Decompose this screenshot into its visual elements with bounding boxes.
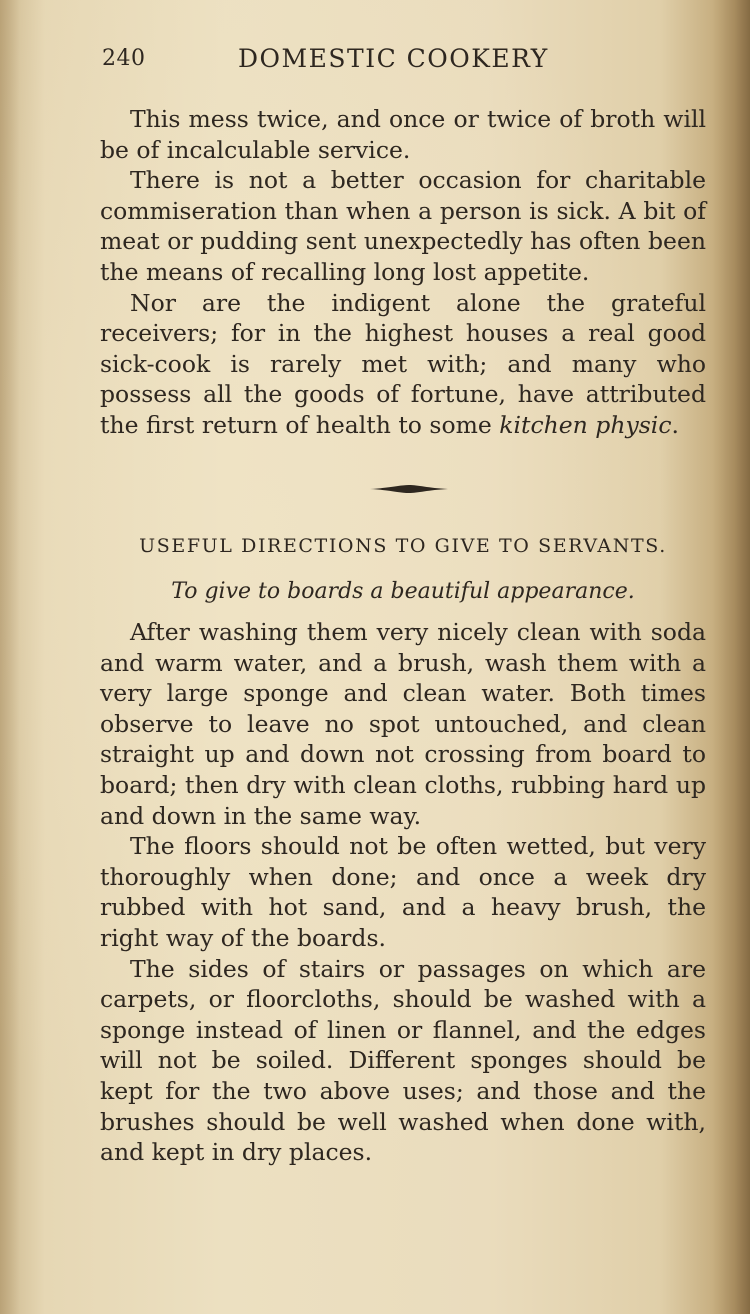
paragraph-text: Nor are the indigent alone the grateful receivers; for in the highest houses a real good sick-cook is rarely met with; and many who possess all the goods of fortune, have attributed the first return of health to some [100,288,706,439]
paragraph-end: . [671,410,679,439]
paragraph: The sides of stairs or passages on which are carpets, or floorcloths, should be washed with a sponge instead of linen or flannel, and the edges will not be soiled. Different sponges should be kept for the two above uses; and those and the brushes should be well washed when done with, and kept in dry places. [100,954,706,1167]
section-subheading: To give to boards a beautiful appearance. [171,579,635,604]
section-text-block [100,617,706,1168]
running-head [102,44,702,80]
paragraph: The floors should not be often wetted, but very thoroughly when done; and once a week dry rubbed with hot sand, and a heavy brush, the right way of the boards. [100,832,706,952]
paragraph: After washing them very nicely clean with soda and warm water, and a brush, wash them with a very large sponge and clean water. Both times observe to leave no spot untouched, and clean straight up and down not crossing from board to board; then dry with clean cloths, rubbing hard up and down in the same way. [100,618,706,830]
running-title: DOMESTIC COOKERY [238,44,549,73]
gutter-shadow [712,0,750,1314]
italic-phrase: kitchen physic [499,410,672,439]
page-number: 240 [102,46,146,71]
paragraph [100,288,706,441]
section-heading: USEFUL DIRECTIONS TO GIVE TO SERVANTS. [139,535,667,557]
section-divider-ornament [370,484,448,494]
paragraph: This mess twice, and once or twice of broth will be of incalculable service. [100,105,706,164]
page-edge-stain [0,0,20,1314]
top-text-block [100,104,706,441]
paragraph: There is not a better occasion for charitable commiseration than when a person is sick. A bit of meat or pudding sent unexpectedly has often been the means of recalling long lost appetite. [100,166,706,286]
